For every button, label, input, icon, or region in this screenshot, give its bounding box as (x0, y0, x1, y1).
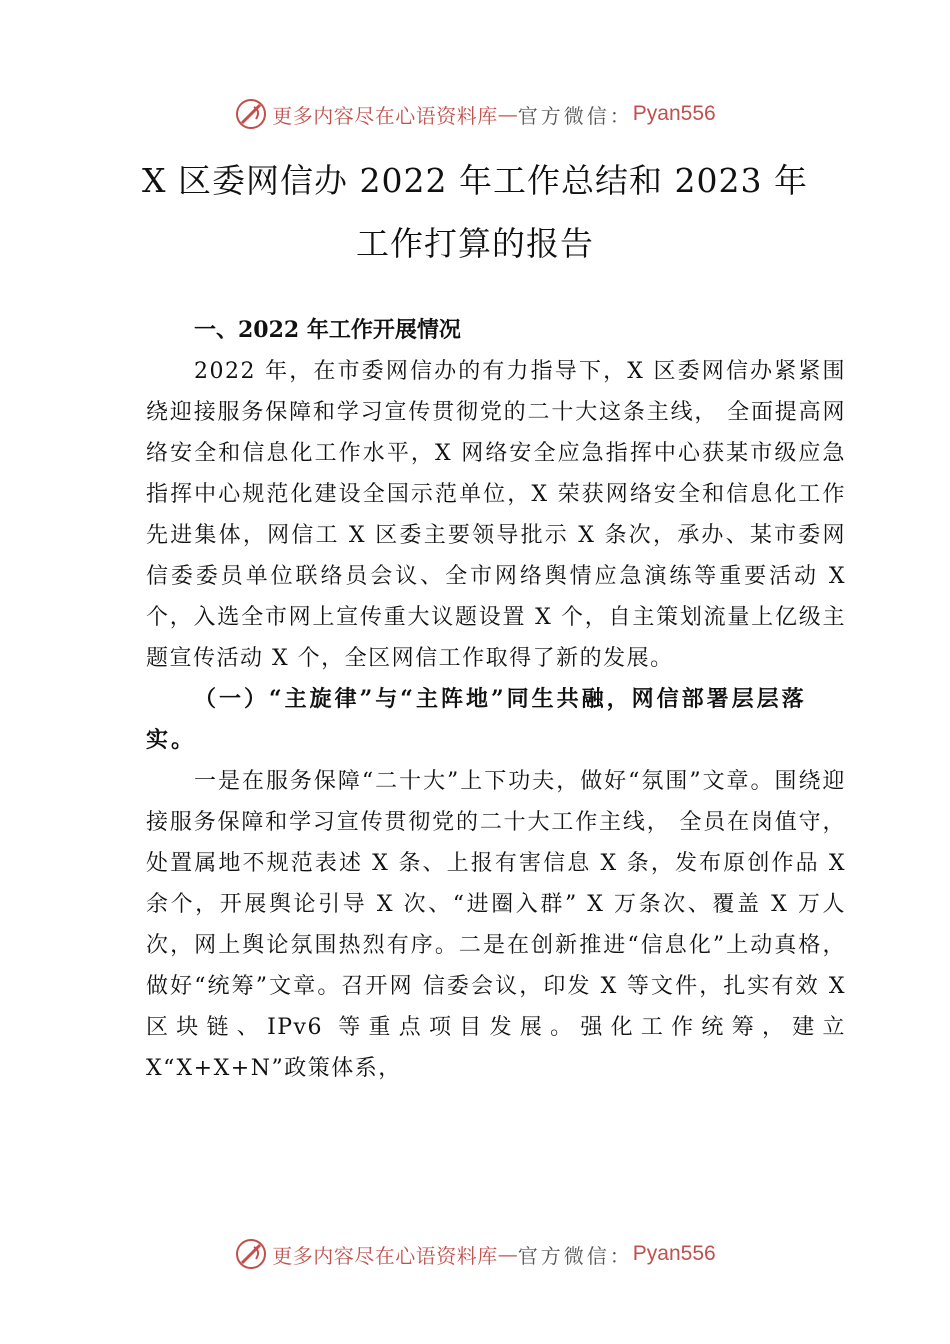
subsection-heading: （一）“主旋律”与“主阵地”同生共融，网信部署层层落实。 (146, 686, 807, 753)
paragraph-body: 一是在服务保障“二十大”上下功夫，做好“氛围”文章。围绕迎接服务保障和学习宣传贯彻党的二十大工作主线， 全员在岗值守，处置属地不规范表述 X 条、上报有害信息 X 条，发布原创作品 X 余个，开展舆论引导 X 次、“进圈入群” X 万条次、覆盖 X 万人次，网上舆论氛围热烈有序。二是在创新推进“信息化”上动真格，做好“统筹”文章。召开网 信委会议，印发 X 等文件，扎实有效 X 区块链、IPv6 等重点项目发展。强化工作统筹，建立 X“X+X+N”政策体系， (146, 769, 846, 1081)
watermark-wechat-label: 官方微信： (517, 103, 633, 128)
quill-logo-icon (234, 97, 268, 131)
watermark-wechat-id: Pyan556 (632, 102, 716, 125)
watermark-site: 更多内容尽在心语资料库 (272, 103, 498, 128)
watermark-wechat-label: 官方微信： (517, 1243, 633, 1268)
watermark-separator: — (497, 102, 518, 126)
quill-logo-icon (234, 1237, 268, 1271)
document-title-line2: 工作打算的报告 (356, 224, 594, 263)
watermark-separator: — (497, 1242, 518, 1266)
document-title-line1: X 区委网信办 2022 年工作总结和 2023 年 (142, 161, 808, 200)
paragraph-intro: 2022 年，在市委网信办的有力指导下，X 区委网信办紧紧围绕迎接服务保障和学习宣传贯彻党的二十大这条主线， 全面提高网络安全和信息化工作水平，X 网络安全应急指挥中心获某市级应急指挥中心规范化建设全国示范单位，X 荣获网络安全和信息化工作先进集体，网信工 X 区委主要领导批示 X 条次，承办、某市委网信委委员单位联络员会议、全市网络舆情应急演练等重要活动 X 个，入选全市网上宣传重大议题设置 X 个，自主策划流量上亿级主题宣传活动 X 个，全区网信工作取得了新的发展。 (146, 359, 846, 671)
watermark-wechat-id: Pyan556 (632, 1242, 716, 1265)
watermark-banner-top (0, 96, 950, 132)
watermark-banner-bottom (0, 1236, 950, 1272)
section-heading: 一、2022 年工作开展情况 (194, 317, 461, 343)
watermark-site: 更多内容尽在心语资料库 (272, 1243, 498, 1268)
document-body (146, 310, 846, 1089)
